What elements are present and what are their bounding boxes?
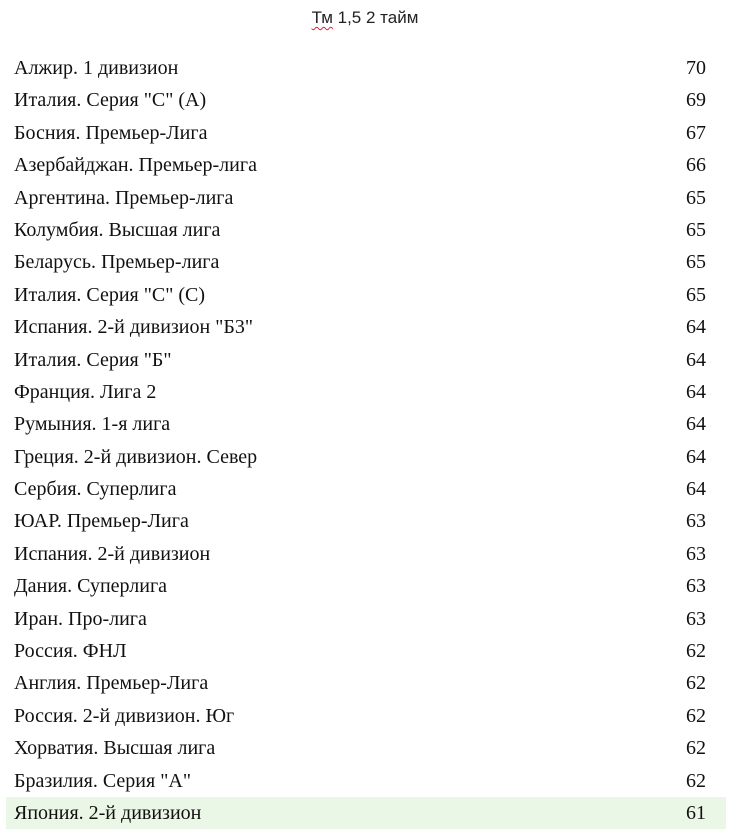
table-row [6,765,726,797]
table-row [6,732,726,764]
league-value: 63 [686,607,706,630]
table-row [6,408,726,440]
league-value: 64 [686,380,706,403]
league-name: Англия. Премьер-Лига [14,672,209,695]
league-name: Испания. 2-й дивизион "Б3" [14,316,254,339]
league-value: 62 [686,769,706,792]
league-name: Алжир. 1 дивизион [14,57,179,79]
table-row [6,149,726,181]
table-row [6,635,726,667]
league-name: Франция. Лига 2 [14,380,157,403]
league-name: ЮАР. Премьер-Лига [14,510,189,533]
league-name: Аргентина. Премьер-лига [14,186,234,209]
league-value: 65 [686,251,706,274]
table-row [6,441,726,473]
league-name: Италия. Серия "Б" [14,348,172,371]
table-row [6,376,726,408]
league-value: 64 [686,413,706,436]
league-name: Азербайджан. Премьер-лига [14,154,257,177]
table-row [6,344,726,376]
league-name: Япония. 2-й дивизион [14,801,202,824]
league-value: 65 [686,218,706,241]
league-value: 64 [686,316,706,339]
league-value: 64 [686,348,706,371]
league-value: 63 [686,510,706,533]
title-rest: 1,5 2 тайм [332,8,419,27]
league-value: 62 [686,672,706,695]
league-value: 65 [686,283,706,306]
league-name: Беларусь. Премьер-лига [14,251,220,274]
league-value: 62 [686,640,706,663]
league-name: Испания. 2-й дивизион [14,542,211,565]
league-value: 64 [686,478,706,501]
league-name: Сербия. Суперлига [14,478,177,501]
table-row [6,667,726,699]
table-row [6,473,726,505]
league-value: 62 [686,737,706,760]
league-name: Румыния. 1-я лига [14,413,171,436]
table-row [6,570,726,602]
table-row [6,538,726,570]
table-row [6,603,726,635]
league-name: Россия. 2-й дивизион. Юг [14,704,235,727]
league-name: Россия. ФНЛ [14,640,127,663]
league-name: Бразилия. Серия "А" [14,769,191,792]
league-value: 63 [686,542,706,565]
title-tm: Тм [311,8,333,27]
table-row [6,311,726,343]
league-value: 69 [686,89,706,112]
league-name: Италия. Серия "С" (А) [14,89,207,112]
league-name: Дания. Суперлига [14,575,168,598]
table-row [6,246,726,278]
league-value: 64 [686,445,706,468]
table-row [6,52,726,84]
table-row [6,214,726,246]
page-title [0,6,730,30]
league-name: Иран. Про-лига [14,607,147,630]
table-row [6,117,726,149]
league-name: Хорватия. Высшая лига [14,737,216,760]
table-row [6,700,726,732]
table-row [6,182,726,214]
league-name: Греция. 2-й дивизион. Север [14,445,258,468]
league-name: Италия. Серия "С" (С) [14,283,206,306]
table-row-highlighted [6,797,726,829]
league-table [6,52,726,829]
league-value: 65 [686,186,706,209]
table-row [6,505,726,537]
league-value: 70 [686,57,706,79]
league-value: 63 [686,575,706,598]
league-value: 66 [686,154,706,177]
league-value: 61 [686,801,706,824]
league-name: Колумбия. Высшая лига [14,218,221,241]
league-value: 67 [686,121,706,144]
table-row [6,84,726,116]
league-value: 62 [686,704,706,727]
league-name: Босния. Премьер-Лига [14,121,208,144]
table-row [6,279,726,311]
